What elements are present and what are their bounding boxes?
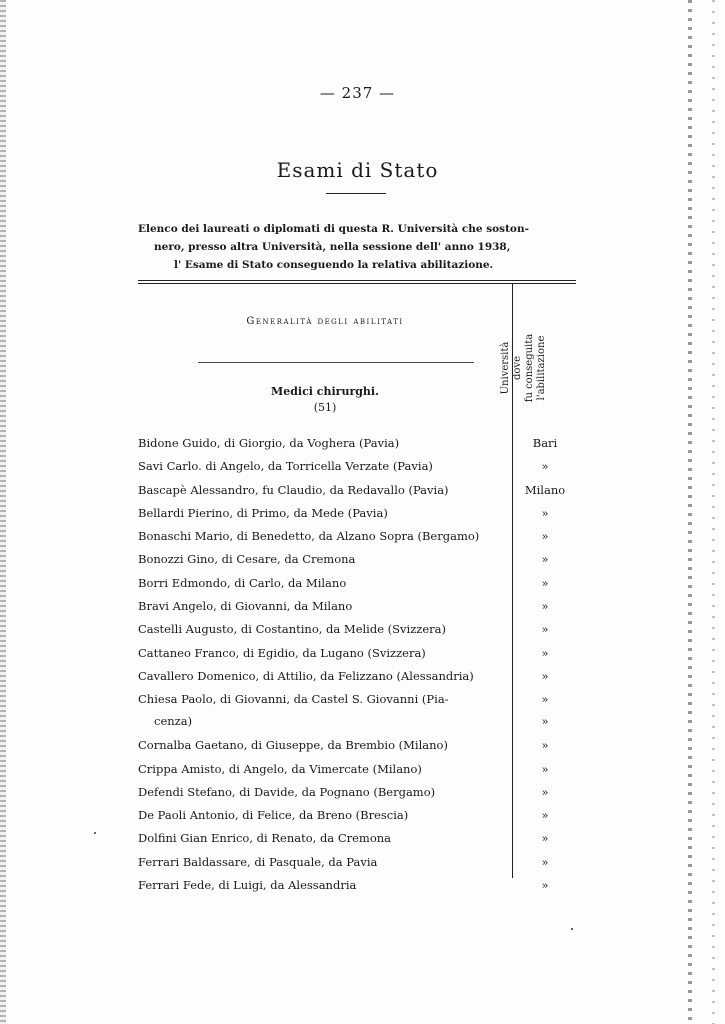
title-underline: [326, 193, 386, 194]
entry-university: »: [541, 761, 549, 776]
entry-university: »: [541, 808, 549, 823]
column-header-university-line-3: fu conseguita: [524, 333, 535, 403]
list-item: [138, 874, 578, 897]
entry-university-line-2: »: [541, 714, 549, 729]
entry-name: Bonaschi Mario, di Benedetto, da Alzano Sopra (Bergamo): [138, 529, 480, 544]
list-item: [138, 455, 578, 478]
section-count: (51): [313, 401, 337, 414]
entry-university: »: [541, 645, 549, 660]
list-item: [138, 572, 578, 595]
column-header-university-line-2: dove: [512, 356, 523, 380]
entry-university: »: [541, 738, 549, 753]
column-header-university-line-1: Università: [500, 341, 511, 395]
list-item: [138, 665, 578, 688]
table-top-rule: [138, 280, 576, 281]
entry-university: »: [541, 575, 549, 590]
entry-university: Milano: [524, 482, 566, 497]
list-item: [138, 827, 578, 850]
entry-name: Bidone Guido, di Giorgio, da Voghera (Pavia): [138, 436, 400, 450]
entry-university: »: [541, 831, 549, 846]
column-header-university: [500, 308, 586, 428]
scan-speck: [571, 928, 573, 930]
list-item: [138, 688, 578, 734]
entry-name: Dolfini Gian Enrico, di Renato, da Cremona: [138, 831, 392, 846]
list-item: [138, 548, 578, 571]
scan-edge-right-outer: [712, 0, 715, 1024]
entry-university: »: [541, 459, 549, 474]
column-header-university-line-4: l'abilitazione: [536, 335, 547, 401]
entry-name: Cavallero Domenico, di Attilio, da Felizzano (Alessandria): [138, 668, 474, 683]
column-header-names: Generalità degli abilitati: [246, 316, 404, 327]
table-top-rule-double: [138, 283, 576, 284]
list-item: [138, 758, 578, 781]
scan-edge-left: [0, 0, 6, 1024]
entry-university: »: [541, 622, 549, 637]
page-title: Esami di Stato: [276, 158, 439, 182]
entry-name: Bellardi Pierino, di Primo, da Mede (Pavia): [138, 505, 388, 520]
entry-university: »: [541, 878, 549, 893]
section-title: Medici chirurghi.: [271, 385, 379, 398]
list-item: [138, 595, 578, 618]
intro-paragraph: [138, 220, 590, 274]
entry-name: De Paoli Antonio, di Felice, da Breno (Brescia): [138, 808, 409, 823]
entry-name: Cattaneo Franco, di Egidio, da Lugano (Svizzera): [138, 645, 426, 660]
entry-name: Castelli Augusto, di Costantino, da Melide (Svizzera): [138, 622, 446, 637]
entry-university: »: [541, 599, 549, 614]
list-item: [138, 618, 578, 641]
list-item: [138, 479, 578, 502]
list-item: [138, 851, 578, 874]
entry-university-line-1: »: [541, 692, 549, 707]
entry-university: [512, 688, 578, 732]
entry-name: Crippa Amisto, di Angelo, da Vimercate (Milano): [138, 761, 422, 776]
list-item: [138, 642, 578, 665]
entry-name: Bonozzi Gino, di Cesare, da Cremona: [138, 552, 356, 567]
intro-line-3: l' Esame di Stato conseguendo la relativa abilitazione.: [174, 259, 494, 271]
header-rule: [198, 362, 474, 363]
entry-university: »: [541, 529, 549, 544]
entry-university: Bari: [532, 436, 558, 450]
scan-speck: [94, 832, 96, 834]
entry-name: Ferrari Fede, di Luigi, da Alessandria: [138, 878, 357, 893]
list-item: [138, 734, 578, 757]
list-item: [138, 432, 578, 455]
entry-name: Ferrari Baldassare, di Pasquale, da Pavia: [138, 854, 378, 869]
list-item: [138, 525, 578, 548]
scan-edge-right: [688, 0, 692, 1024]
entry-name-line-1: Chiesa Paolo, di Giovanni, da Castel S. Giovanni (Pia-: [138, 692, 449, 707]
entry-university: »: [541, 668, 549, 683]
list-item: [138, 781, 578, 804]
entry-name: Bravi Angelo, di Giovanni, da Milano: [138, 599, 353, 614]
entry-name: [138, 688, 498, 732]
entries-list: [138, 432, 578, 897]
intro-line-1: Elenco dei laureati o diplomati di questa R. Università che soston-: [138, 223, 529, 235]
entry-university: »: [541, 505, 549, 520]
entry-name: Bascapè Alessandro, fu Claudio, da Redavallo (Pavia): [138, 482, 449, 497]
entry-name: Cornalba Gaetano, di Giuseppe, da Brembio (Milano): [138, 738, 448, 753]
entry-name: Defendi Stefano, di Davide, da Pognano (Bergamo): [138, 784, 436, 799]
entry-university: »: [541, 854, 549, 869]
page-number: — 237 —: [319, 84, 396, 102]
entry-name: Savi Carlo. di Angelo, da Torricella Verzate (Pavia): [138, 459, 433, 474]
list-item: [138, 502, 578, 525]
entry-name-line-2: cenza): [154, 714, 193, 729]
entry-name: Borri Edmondo, di Carlo, da Milano: [138, 575, 347, 590]
intro-line-2: nero, presso altra Università, nella sessione dell' anno 1938,: [154, 241, 511, 253]
entry-university: »: [541, 552, 549, 567]
list-item: [138, 804, 578, 827]
entry-university: »: [541, 784, 549, 799]
